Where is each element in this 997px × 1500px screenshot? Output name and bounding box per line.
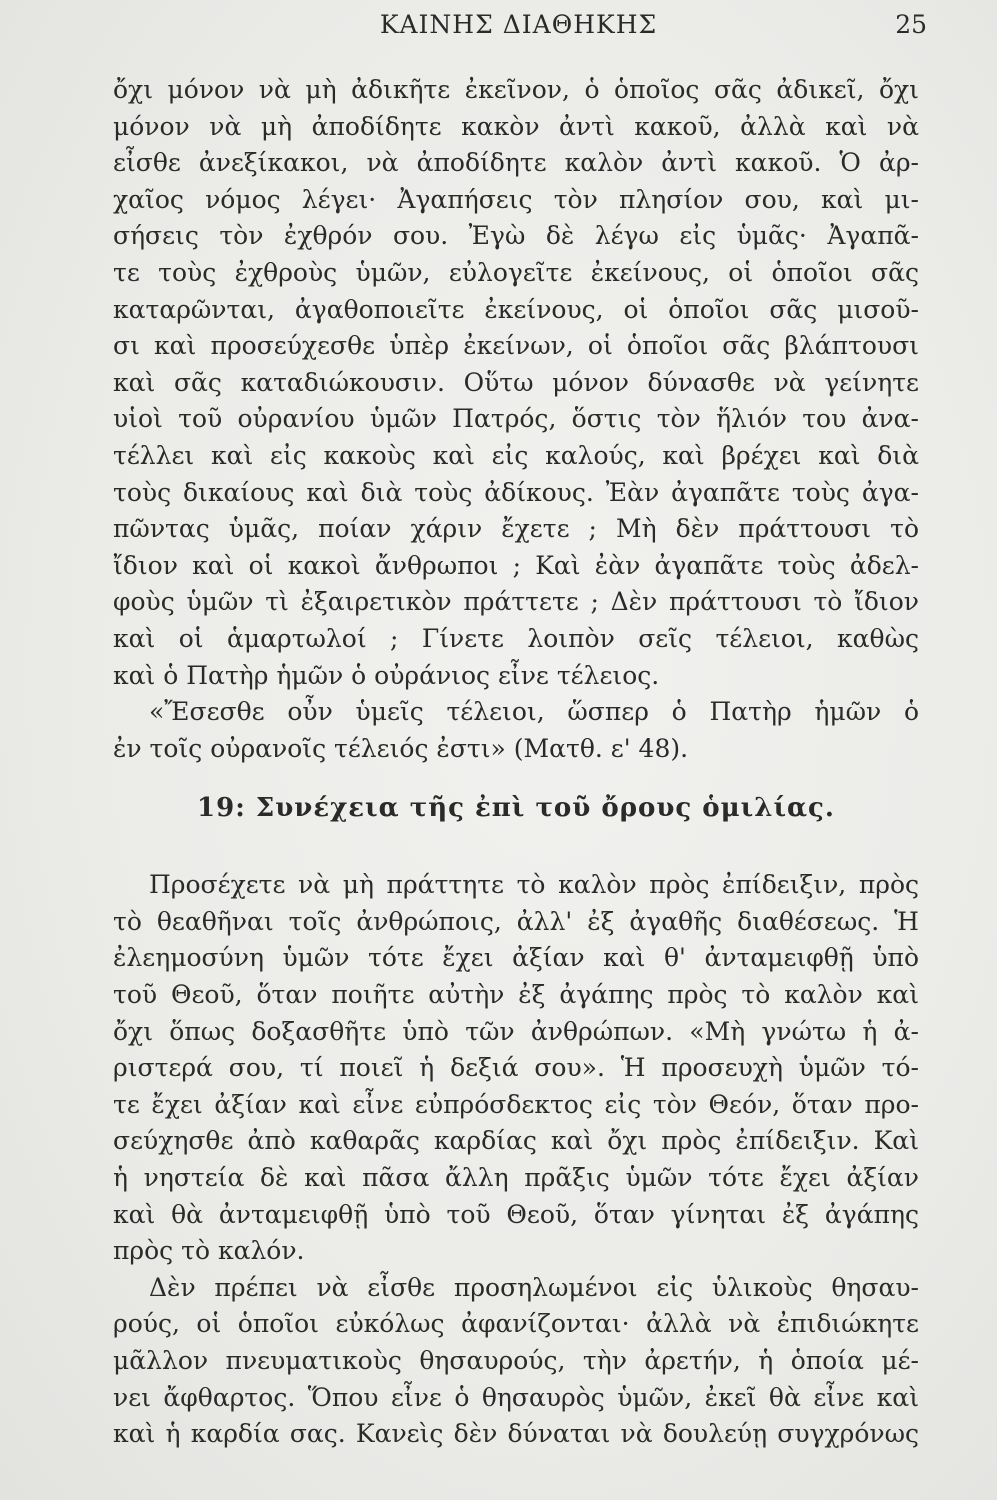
- page-number: 25: [895, 10, 927, 39]
- text-line: τε ἔχει ἀξίαν καὶ εἶνε εὐπρόσδεκτος εἰς τὸν Θεόν, ὅταν προ-: [113, 1089, 919, 1119]
- text-line: σήσεις τὸν ἐχθρόν σου. Ἐγὼ δὲ λέγω εἰς ὑμᾶς· Ἀγαπᾶ-: [113, 221, 919, 251]
- text-line: υἱοὶ τοῦ οὐρανίου ὑμῶν Πατρός, ὅστις τὸν ἥλιόν του ἀνα-: [113, 404, 919, 434]
- text-line: ὄχι μόνον νὰ μὴ ἀδικῆτε ἐκεῖνον, ὁ ὁποῖος σᾶς ἀδικεῖ, ὄχι: [113, 75, 919, 104]
- text-line: καὶ θὰ ἀνταμειφθῇ ὑπὸ τοῦ Θεοῦ, ὅταν γίνηται ἐξ ἀγάπης: [113, 1199, 919, 1229]
- paragraph-2: [113, 867, 919, 1270]
- text-line: τέλλει καὶ εἰς κακοὺς καὶ εἰς καλούς, καὶ βρέχει καὶ διὰ: [113, 440, 919, 470]
- paragraph-1: [113, 72, 919, 694]
- text-line: ἡ νηστεία δὲ καὶ πᾶσα ἄλλη πρᾶξις ὑμῶν τότε ἔχει ἀξίαν: [113, 1163, 919, 1193]
- text-line: τὸ θεαθῆναι τοῖς ἀνθρώποις, ἀλλ' ἐξ ἀγαθῆς διαθέσεως. Ἡ: [113, 906, 919, 936]
- text-line: σεύχησθε ἀπὸ καθαρᾶς καρδίας καὶ ὄχι πρὸς ἐπίδειξιν. Καὶ: [113, 1126, 919, 1156]
- text-line: ὄχι ὅπως δοξασθῆτε ὑπὸ τῶν ἀνθρώπων. «Μὴ γνώτω ἡ ἀ-: [113, 1016, 919, 1046]
- text-line: νει ἄφθαρτος. Ὅπου εἶνε ὁ θησαυρὸς ὑμῶν, ἐκεῖ θὰ εἶνε καὶ: [113, 1382, 919, 1412]
- text-line: ριστερά σου, τί ποιεῖ ἡ δεξιά σου». Ἡ προσευχὴ ὑμῶν τό-: [113, 1053, 919, 1083]
- text-line: ρούς, οἱ ὁποῖοι εὐκόλως ἀφανίζονται· ἀλλὰ νὰ ἐπιδιώκητε: [113, 1309, 919, 1339]
- text-line: πρὸς τὸ καλόν.: [113, 1236, 305, 1266]
- text-line: φοὺς ὑμῶν τὶ ἐξαιρετικὸν πράττετε ; Δὲν πράττουσι τὸ ἴδιον: [113, 587, 919, 617]
- text-line: μόνον νὰ μὴ ἀποδίδητε κακὸν ἀντὶ κακοῦ, ἀλλὰ καὶ νὰ: [113, 111, 919, 141]
- text-line: τοὺς δικαίους καὶ διὰ τοὺς ἀδίκους. Ἐὰν ἀγαπᾶτε τοὺς ἀγα-: [113, 477, 919, 507]
- running-head: ΚΑΙΝΗΣ ΔΙΑΘΗΚΗΣ: [379, 10, 658, 39]
- text-line: χαῖος νόμος λέγει· Ἀγαπήσεις τὸν πλησίον σου, καὶ μι-: [113, 184, 919, 214]
- text-line: τοῦ Θεοῦ, ὅταν ποιῆτε αὐτὴν ἐξ ἀγάπης πρὸς τὸ καλὸν καὶ: [113, 980, 919, 1010]
- text-line: καὶ οἱ ἁμαρτωλοί ; Γίνετε λοιπὸν σεῖς τέλειοι, καθὼς: [113, 623, 919, 653]
- text-line: εἶσθε ἀνεξίκακοι, νὰ ἀποδίδητε καλὸν ἀντὶ κακοῦ. Ὁ ἀρ-: [113, 148, 919, 178]
- text-line: καὶ ἡ καρδία σας. Κανεὶς δὲν δύναται νὰ δουλεύῃ συγχρόνως: [113, 1419, 919, 1449]
- text-line: τε τοὺς ἐχθροὺς ὑμῶν, εὐλογεῖτε ἐκείνους, οἱ ὁποῖοι σᾶς: [113, 257, 919, 287]
- paragraph-3: [113, 1270, 919, 1453]
- text-line: μᾶλλον πνευματικοὺς θησαυρούς, τὴν ἀρετήν, ἡ ὁποία μέ-: [113, 1346, 919, 1375]
- text-line: καὶ σᾶς καταδιώκουσιν. Οὕτω μόνον δύνασθε νὰ γείνητε: [113, 367, 919, 397]
- page-header: [110, 8, 927, 48]
- scripture-quote: [113, 694, 919, 767]
- text-line: πῶντας ὑμᾶς, ποίαν χάριν ἔχετε ; Μὴ δὲν πράττουσι τὸ: [113, 514, 919, 544]
- text-line: ἐλεημοσύνη ὑμῶν τότε ἔχει ἀξίαν καὶ θ' ἀνταμειφθῇ ὑπὸ: [113, 943, 919, 973]
- text-line: σι καὶ προσεύχεσθε ὑπὲρ ἐκείνων, οἱ ὁποῖοι σᾶς βλάπτουσι: [113, 331, 919, 361]
- body-text: [113, 72, 919, 1453]
- text-line: Προσέχετε νὰ μὴ πράττητε τὸ καλὸν πρὸς ἐπίδειξιν, πρὸς: [149, 870, 919, 900]
- section-heading: 19: Συνέχεια τῆς ἐπὶ τοῦ ὄρους ὁμιλίας.: [197, 793, 835, 824]
- quote-line: «Ἔσεσθε οὖν ὑμεῖς τέλειοι, ὥσπερ ὁ Πατὴρ ἡμῶν ὁ: [149, 697, 919, 727]
- text-line: ἴδιον καὶ οἱ κακοὶ ἄνθρωποι ; Καὶ ἐὰν ἀγαπᾶτε τοὺς ἀδελ-: [113, 550, 919, 580]
- text-line: καταρῶνται, ἀγαθοποιεῖτε ἐκείνους, οἱ ὁποῖοι σᾶς μισοῦ-: [113, 294, 919, 324]
- text-line: Δὲν πρέπει νὰ εἶσθε προσηλωμένοι εἰς ὑλικοὺς θησαυ-: [149, 1272, 919, 1302]
- text-line: καὶ ὁ Πατὴρ ἡμῶν ὁ οὐράνιος εἶνε τέλειος.: [113, 660, 660, 690]
- quote-line: ἐν τοῖς οὐρανοῖς τέλειός ἐστι» (Ματθ. ε' 48).: [113, 733, 689, 763]
